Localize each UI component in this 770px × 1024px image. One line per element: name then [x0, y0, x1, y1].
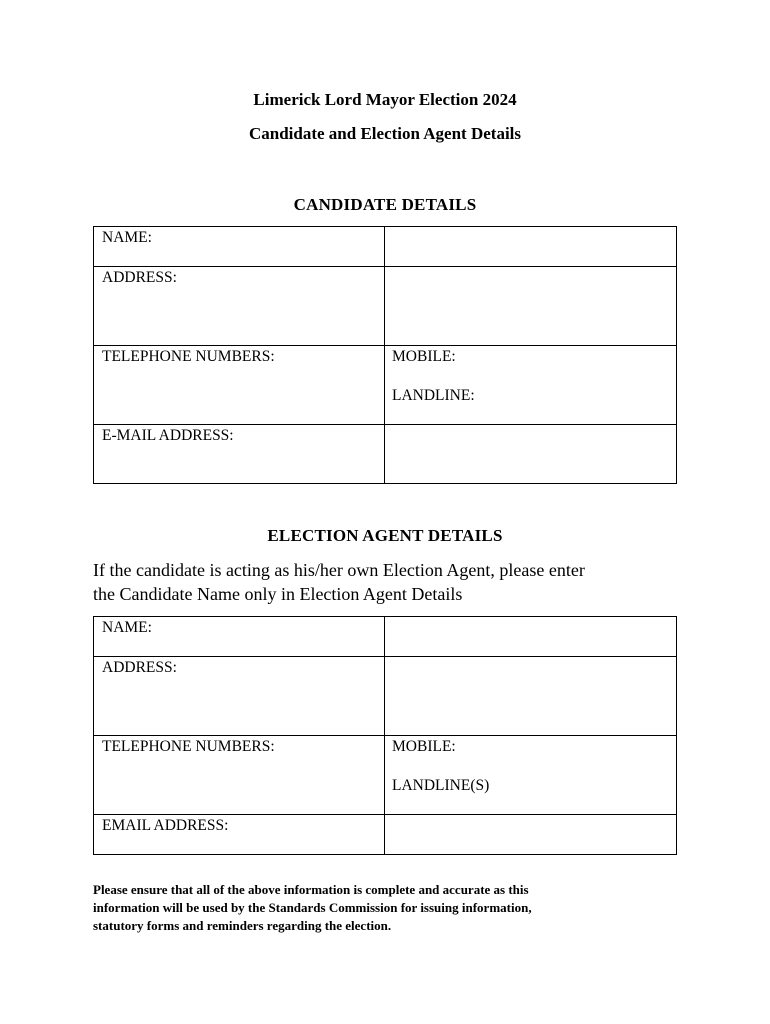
agent-name-row	[94, 617, 677, 657]
agent-telephone-label-cell	[94, 736, 385, 815]
agent-landline-label: LANDLINE(S)	[392, 777, 490, 794]
agent-email-row	[94, 815, 677, 855]
agent-phone-input-cell[interactable]	[385, 736, 677, 815]
candidate-email-input-cell[interactable]	[385, 425, 677, 484]
candidate-address-row	[94, 267, 677, 346]
agent-address-row	[94, 657, 677, 736]
candidate-address-label-cell	[94, 267, 385, 346]
agent-name-input-cell[interactable]	[385, 617, 677, 657]
agent-intro-line-2: the Candidate Name only in Election Agent Details	[93, 584, 463, 604]
footer-note	[93, 881, 653, 935]
candidate-address-label: ADDRESS:	[102, 269, 177, 286]
document-subtitle: Candidate and Election Agent Details	[248, 124, 522, 143]
agent-intro-line-1: If the candidate is acting as his/her own Election Agent, please enter	[93, 560, 585, 580]
agent-details-table	[93, 616, 677, 855]
agent-address-label-cell	[94, 657, 385, 736]
agent-address-input-cell[interactable]	[385, 657, 677, 736]
candidate-landline-label: LANDLINE:	[392, 387, 475, 404]
footer-note-line-2: information will be used by the Standards Commission for issuing information,	[93, 900, 532, 915]
candidate-name-label-cell	[94, 227, 385, 267]
agent-name-label: NAME:	[102, 619, 152, 636]
agent-intro-text	[93, 558, 693, 606]
candidate-mobile-label: MOBILE:	[392, 348, 456, 365]
footer-note-line-3: statutory forms and reminders regarding the election.	[93, 918, 392, 933]
agent-email-label-cell	[94, 815, 385, 855]
candidate-email-row	[94, 425, 677, 484]
document-title: Limerick Lord Mayor Election 2024	[253, 90, 517, 109]
candidate-name-input-cell[interactable]	[385, 227, 677, 267]
candidate-details-table	[93, 226, 677, 484]
candidate-address-input-cell[interactable]	[385, 267, 677, 346]
candidate-telephone-label: TELEPHONE NUMBERS:	[102, 348, 275, 365]
candidate-section-heading: CANDIDATE DETAILS	[293, 195, 477, 214]
agent-email-input-cell[interactable]	[385, 815, 677, 855]
agent-mobile-label: MOBILE:	[392, 738, 456, 755]
candidate-email-label: E-MAIL ADDRESS:	[102, 427, 234, 444]
agent-section-heading: ELECTION AGENT DETAILS	[267, 526, 503, 545]
candidate-name-label: NAME:	[102, 229, 152, 246]
candidate-phone-input-cell[interactable]	[385, 346, 677, 425]
agent-telephone-label: TELEPHONE NUMBERS:	[102, 738, 275, 755]
agent-email-label: EMAIL ADDRESS:	[102, 817, 229, 834]
candidate-telephone-row	[94, 346, 677, 425]
agent-name-label-cell	[94, 617, 385, 657]
candidate-email-label-cell	[94, 425, 385, 484]
footer-note-line-1: Please ensure that all of the above information is complete and accurate as this	[93, 882, 529, 897]
agent-telephone-row	[94, 736, 677, 815]
candidate-telephone-label-cell	[94, 346, 385, 425]
agent-address-label: ADDRESS:	[102, 659, 177, 676]
candidate-name-row	[94, 227, 677, 267]
